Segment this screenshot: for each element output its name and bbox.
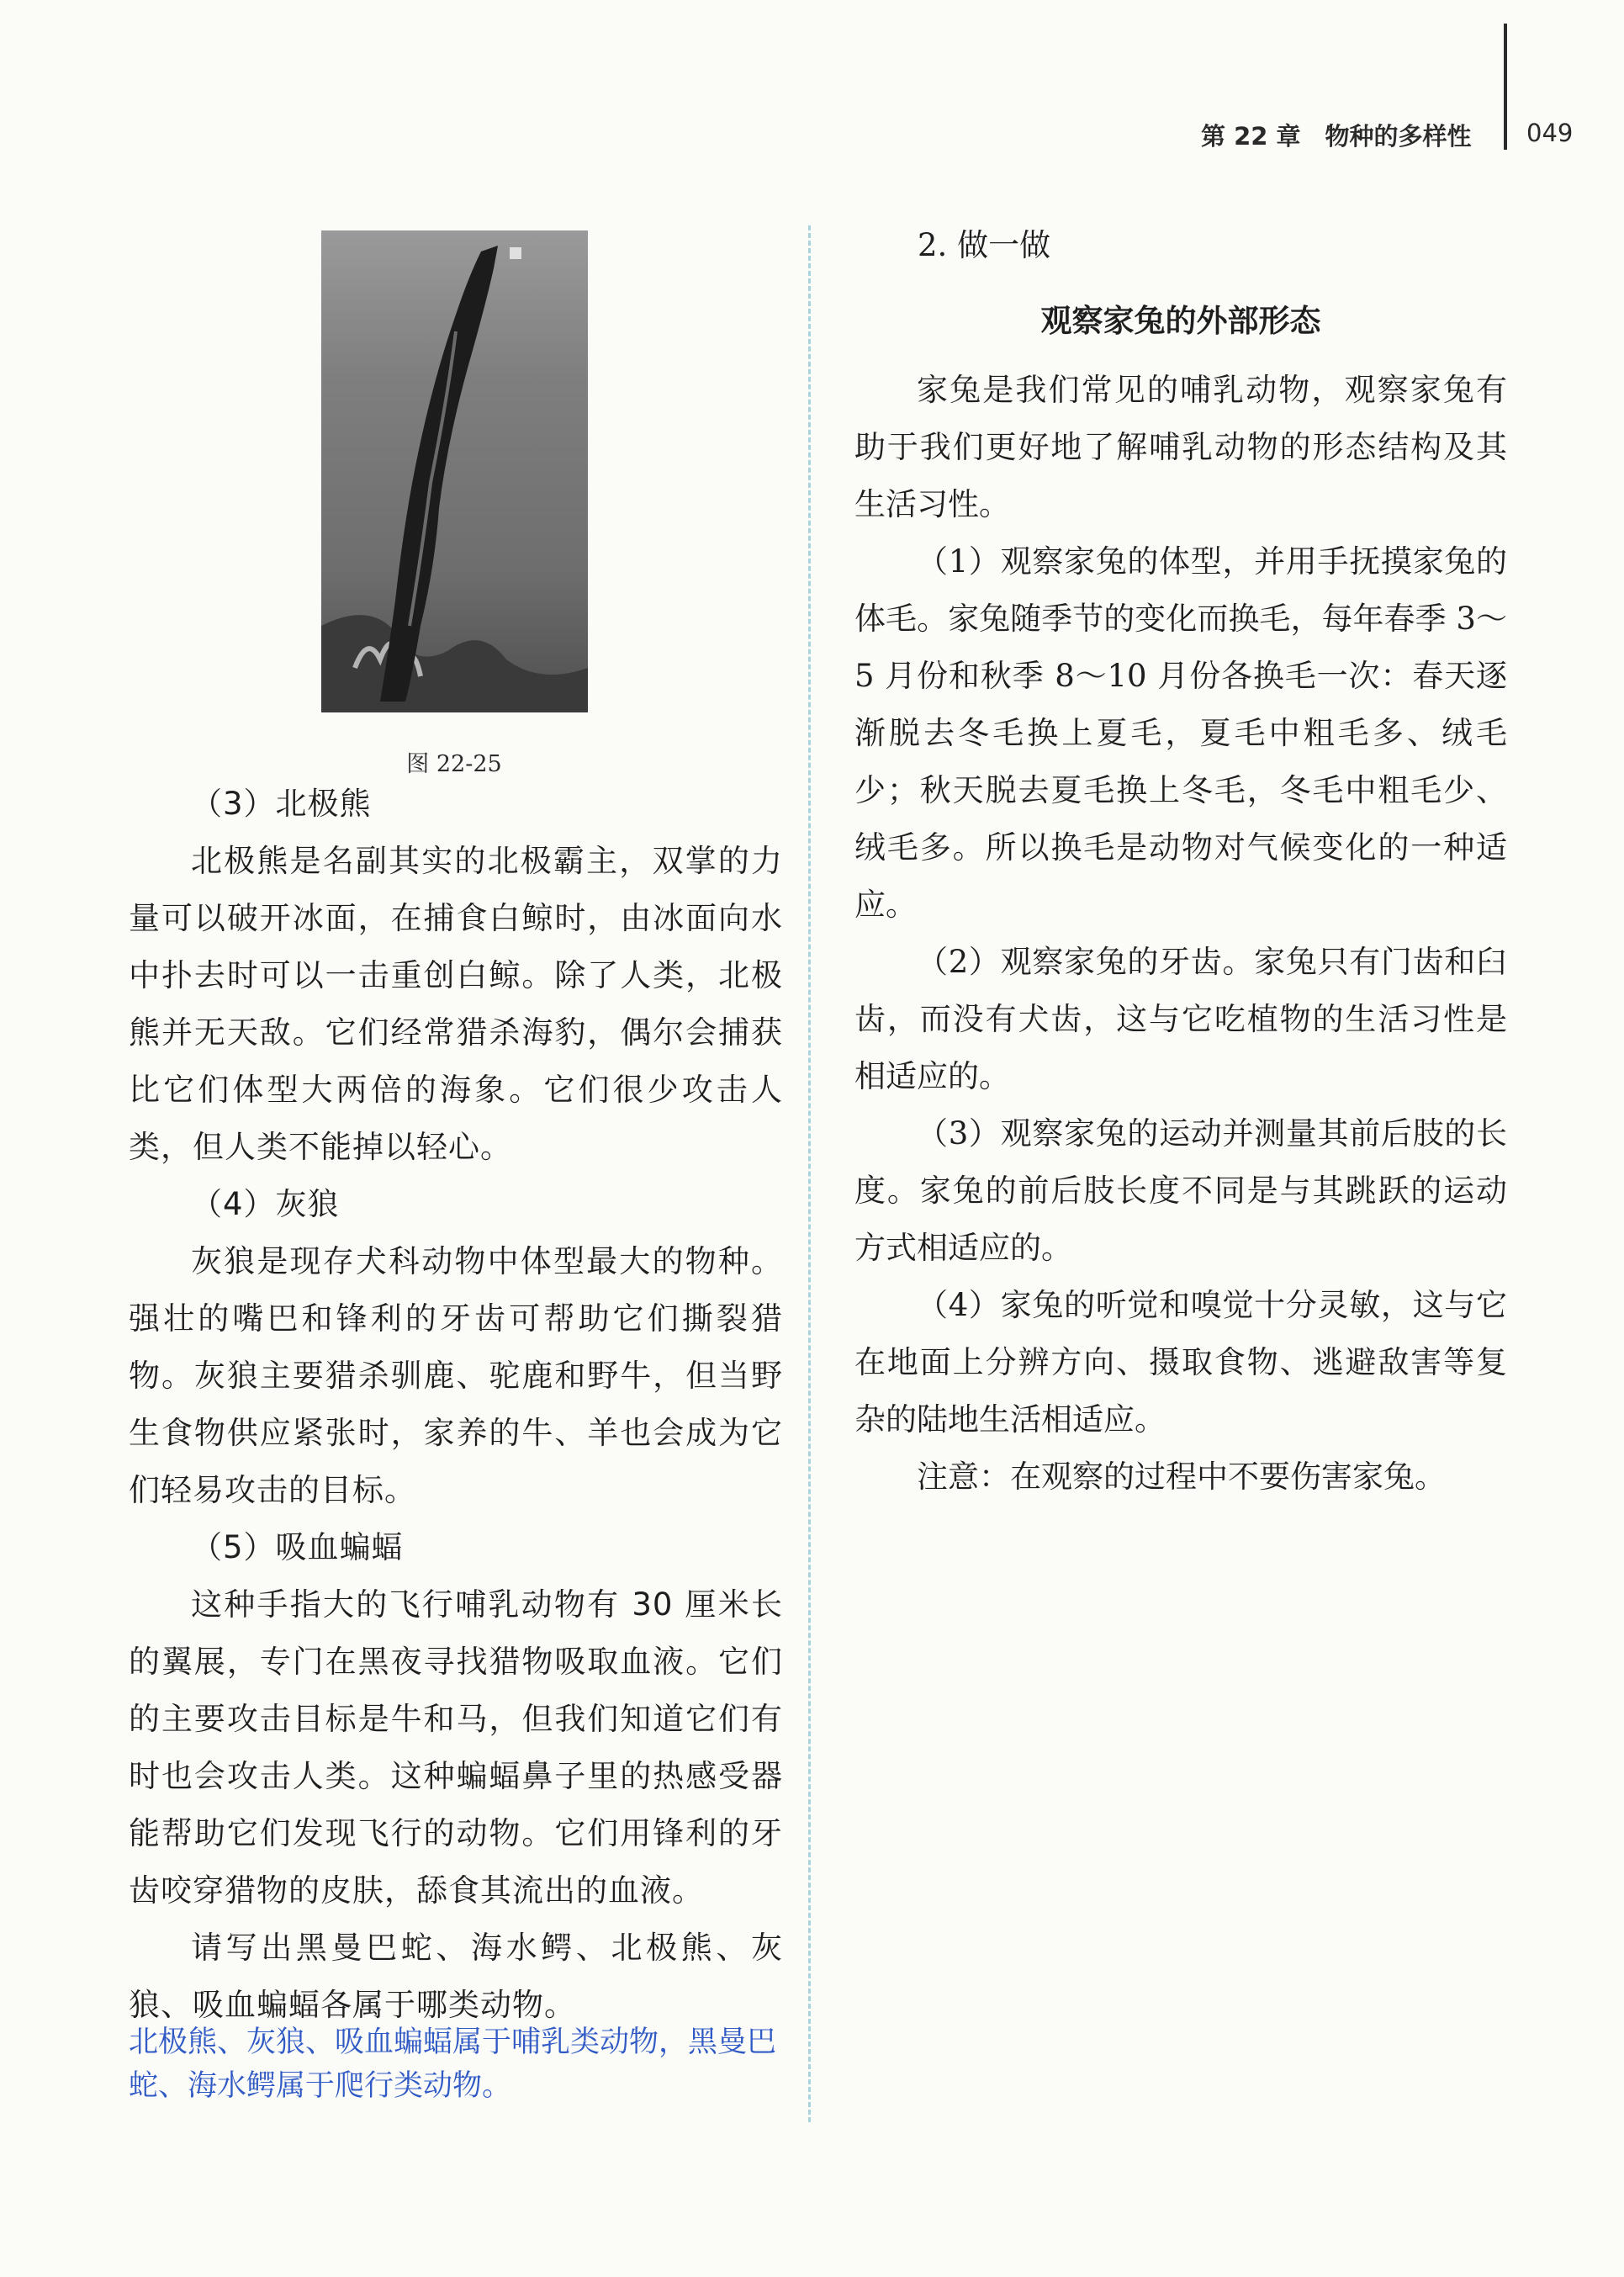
- rabbit-limbs-paragraph: （3）观察家兔的运动并测量其前后肢的长度。家兔的前后肢长度不同是与其跳跃的运动方式相适应的。: [854, 1115, 1507, 1266]
- polar-bear-heading: （3）北极熊: [191, 786, 372, 822]
- vampire-bat-paragraph: 这种手指大的飞行哺乳动物有 30 厘米长的翼展，专门在黑夜寻找猎物吸取血液。它们的主要攻击目标是牛和马，但我们知道它们有时也会攻击人类。这种蝙蝠鼻子里的热感受器能帮助它们发现飞行的动物。它们用锋利的牙齿咬穿猎物的皮肤，舔食其流出的血液。: [129, 1586, 783, 1909]
- rabbit-fur-paragraph: （1）观察家兔的体型，并用手抚摸家兔的体毛。家兔随季节的变化而换毛，每年春季 3～5 月份和秋季 8～10 月份各换毛一次：春天逐渐脱去冬毛换上夏毛，夏毛中粗毛多、绒毛少；秋天脱去夏毛换上冬毛，冬毛中粗毛少、绒毛多。所以换毛是动物对气候变化的一种适应。: [854, 543, 1507, 923]
- rabbit-intro-paragraph: 家兔是我们常见的哺乳动物，观察家兔有助于我们更好地了解哺乳动物的形态结构及其生活习性。: [854, 372, 1507, 522]
- column-divider: [808, 225, 811, 2122]
- question-prompt: 请写出黑曼巴蛇、海水鳄、北极熊、灰狼、吸血蝙蝠各属于哪类动物。: [129, 1930, 783, 2023]
- activity-subheading: 2. 做一做: [918, 227, 1051, 263]
- chapter-title: 第 22 章 物种的多样性: [1201, 122, 1472, 151]
- gray-wolf-heading: （4）灰狼: [191, 1186, 340, 1222]
- handwritten-answer: 北极熊、灰狼、吸血蝙蝠属于哺乳类动物，黑曼巴蛇、海水鳄属于爬行类动物。: [129, 2025, 777, 2103]
- polar-bear-paragraph: 北极熊是名副其实的北极霸主，双掌的力量可以破开冰面，在捕食白鲸时，由冰面向水中扑去时可以一击重创白鲸。除了人类，北极熊并无天敌。它们经常猎杀海豹，偶尔会捕获比它们体型大两倍的海象。它们很少攻击人类，但人类不能掉以轻心。: [129, 843, 783, 1165]
- gray-wolf-paragraph: 灰狼是现存犬科动物中体型最大的物种。强壮的嘴巴和锋利的牙齿可帮助它们撕裂猎物。灰狼主要猎杀驯鹿、驼鹿和野牛，但当野生食物供应紧张时，家养的牛、羊也会成为它们轻易攻击的目标。: [129, 1243, 783, 1508]
- crocodile-photo: [321, 230, 588, 712]
- page-number: 049: [1526, 119, 1574, 147]
- safety-note: 注意：在观察的过程中不要伤害家兔。: [917, 1459, 1446, 1495]
- figure-caption: 图 22-25: [406, 751, 502, 777]
- rabbit-teeth-paragraph: （2）观察家兔的牙齿。家兔只有门齿和臼齿，而没有犬齿，这与它吃植物的生活习性是相适应的。: [854, 944, 1507, 1094]
- left-column: [129, 776, 783, 2034]
- activity-title: 观察家兔的外部形态: [1040, 303, 1321, 339]
- right-column: [854, 217, 1507, 1506]
- rabbit-senses-paragraph: （4）家兔的听觉和嗅觉十分灵敏，这与它在地面上分辨方向、摄取食物、逃避敌害等复杂的陆地生活相适应。: [854, 1287, 1507, 1438]
- header-vertical-rule: [1504, 24, 1507, 150]
- vampire-bat-heading: （5）吸血蝙蝠: [191, 1529, 404, 1565]
